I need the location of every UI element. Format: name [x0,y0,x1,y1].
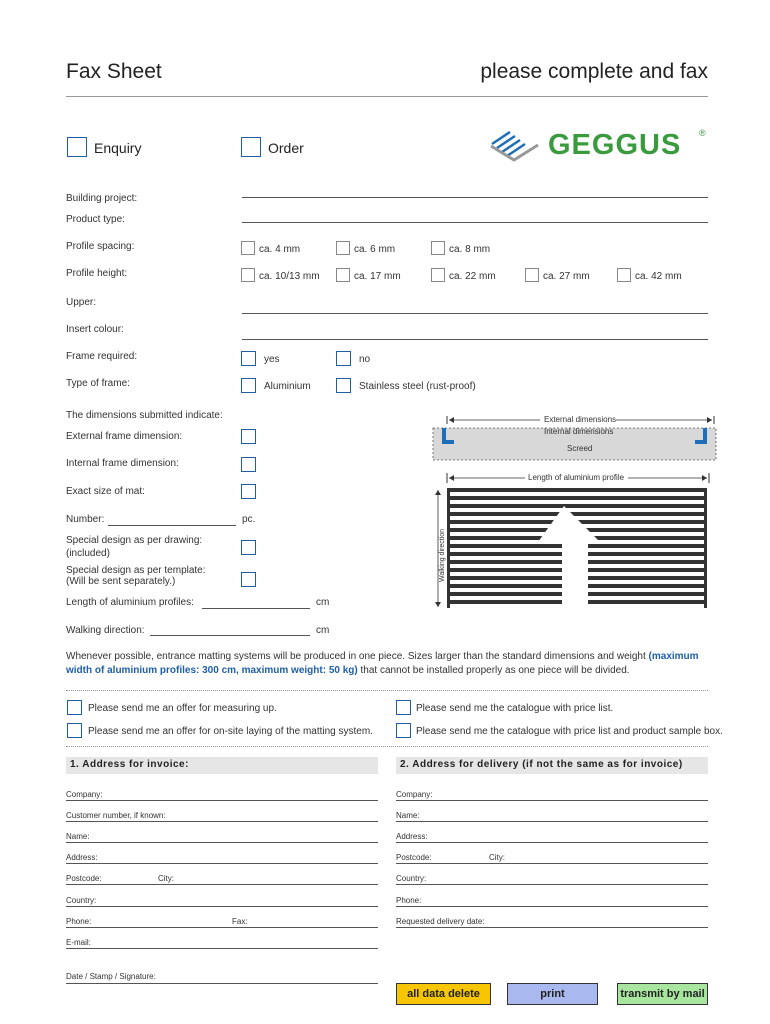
exact-size-checkbox[interactable] [241,484,256,499]
walking-direction-input[interactable] [150,635,310,636]
invoice-name-input[interactable] [66,842,378,843]
frame-stainless-checkbox[interactable] [336,378,351,393]
print-button[interactable]: print [507,983,598,1005]
type-of-frame-label: Type of frame: [66,378,130,389]
length-profile-label: Length of aluminium profile [528,473,625,482]
invoice-name-label: Name: [66,832,90,841]
logo-registered: ® [699,128,706,138]
invoice-phone-label: Phone: [66,917,92,926]
building-project-input[interactable] [242,197,708,198]
offer-onsite-checkbox[interactable] [67,723,82,738]
mat-diagram [430,470,712,612]
exact-size-label: Exact size of mat: [66,486,145,497]
catalogue-price-label: Please send me the catalogue with price list. [416,703,614,714]
walking-direction-vertical-label: Walking direction [439,528,447,583]
profile-height-label: Profile height: [66,268,128,279]
frame-yes-checkbox[interactable] [241,351,256,366]
order-label: Order [268,140,304,156]
notice-highlight: (maximum width of aluminium profiles: 300 cm, maximum weight: 50 kg) [66,651,699,676]
length-profiles-label: Length of aluminium profiles: [66,597,194,608]
geggus-logo [488,128,710,164]
delivery-heading: 2. Address for delivery (if not the same as for invoice) [400,759,683,770]
delivery-city-label: City: [489,853,505,862]
height-27-label: ca. 27 mm [543,271,590,282]
header-rule [66,96,708,97]
profile-stripe [450,500,704,504]
invoice-postcode-label: Postcode: [66,874,102,883]
offer-measuring-label: Please send me an offer for measuring up. [88,703,277,714]
length-profiles-input[interactable] [202,608,310,609]
height-27-checkbox[interactable] [525,268,539,282]
delivery-name-label: Name: [396,811,420,820]
invoice-company-label: Company: [66,790,103,799]
height-10-13-label: ca. 10/13 mm [259,271,320,282]
invoice-city-label: City: [158,874,174,883]
height-42-checkbox[interactable] [617,268,631,282]
catalogue-sample-label: Please send me the catalogue with price list and product sample box. [416,726,723,737]
frame-stainless-label: Stainless steel (rust-proof) [359,381,476,392]
height-17-label: ca. 17 mm [354,271,401,282]
external-frame-dim-label: External frame dimension: [66,431,183,442]
walking-cm-unit: cm [316,625,330,636]
spacing-6mm-checkbox[interactable] [336,241,350,255]
pc-unit: pc. [242,514,256,525]
size-notice [66,650,711,678]
invoice-customer-number-label: Customer number, if known: [66,811,166,820]
spacing-6mm-label: ca. 6 mm [354,244,396,255]
invoice-country-label: Country: [66,896,97,905]
spacing-8mm-label: ca. 8 mm [449,244,491,255]
special-template-label-2: (Will be sent separately.) [66,576,176,587]
notice-text: Whenever possible, entrance matting systems will be produced in one piece. Sizes larger than the standard dimensions and weight [66,651,649,662]
catalogue-sample-checkbox[interactable] [396,723,411,738]
delivery-postcode-city-input[interactable] [396,863,708,864]
internal-dimensions-label: Internal dimensions [544,427,614,436]
frame-yes-label: yes [264,354,280,365]
dotted-divider-2 [66,746,708,747]
frame-aluminium-checkbox[interactable] [241,378,256,393]
height-42-label: ca. 42 mm [635,271,682,282]
logo-text: GEGGUS [548,129,682,161]
number-input[interactable] [108,525,236,526]
delivery-phone-label: Phone: [396,896,422,905]
invoice-address-input[interactable] [66,863,378,864]
product-type-label: Product type: [66,214,125,225]
invoice-email-input[interactable] [66,948,378,949]
invoice-signature-input[interactable] [66,983,378,984]
insert-colour-input[interactable] [242,339,708,340]
logo-mark-icon [488,128,540,162]
upper-label: Upper: [66,297,97,308]
delivery-company-input[interactable] [396,800,708,801]
height-10-13-checkbox[interactable] [241,268,255,282]
delivery-country-input[interactable] [396,884,708,885]
number-label: Number: [66,514,105,525]
length-cm-unit: cm [316,597,330,608]
frame-no-label: no [359,354,371,365]
mat-profile-drawing [430,470,712,612]
dotted-divider [66,690,708,691]
special-template-label-1: Special design as per template: [66,565,206,576]
invoice-fax-label: Fax: [232,917,248,926]
delivery-phone-input[interactable] [396,906,708,907]
invoice-phone-fax-input[interactable] [66,927,378,928]
internal-frame-dim-checkbox[interactable] [241,457,256,472]
frame-required-label: Frame required: [66,351,138,362]
height-22-checkbox[interactable] [431,268,445,282]
insert-colour-label: Insert colour: [66,324,124,335]
upper-input[interactable] [242,313,708,314]
delivery-postcode-label: Postcode: [396,853,432,862]
spacing-4mm-label: ca. 4 mm [259,244,301,255]
spacing-4mm-checkbox[interactable] [241,241,255,255]
delivery-address-input[interactable] [396,842,708,843]
frame-dimension-diagram [432,412,717,464]
invoice-heading: 1. Address for invoice: [70,759,189,770]
invoice-customer-number-input[interactable] [66,821,378,822]
order-checkbox[interactable] [241,137,261,157]
invoice-address-label: Address: [66,853,98,862]
special-template-checkbox[interactable] [241,572,256,587]
internal-frame-dim-label: Internal frame dimension: [66,458,179,469]
delivery-address-label: Address: [396,832,428,841]
height-22-label: ca. 22 mm [449,271,496,282]
page-title: Fax Sheet [66,60,162,83]
delivery-name-input[interactable] [396,821,708,822]
transmit-mail-button[interactable]: transmit by mail [617,983,708,1005]
invoice-signature-label: Date / Stamp / Signature: [66,972,156,981]
invoice-company-input[interactable] [66,800,378,801]
enquiry-checkbox[interactable] [67,137,87,157]
delete-data-button[interactable]: all data delete [396,983,491,1005]
external-dimensions-label: External dimensions [544,415,617,424]
delivery-company-label: Company: [396,790,433,799]
invoice-email-label: E-mail: [66,938,91,947]
profile-stripe [450,492,704,496]
screed-label: Screed [567,444,593,453]
offer-onsite-label: Please send me an offer for on-site laying of the matting system. [88,726,373,737]
profile-spacing-label: Profile spacing: [66,241,135,252]
invoice-country-input[interactable] [66,906,378,907]
catalogue-price-checkbox[interactable] [396,700,411,715]
product-type-input[interactable] [242,222,708,223]
walking-direction-label: Walking direction: [66,625,145,636]
frame-aluminium-label: Aluminium [264,381,311,392]
offer-measuring-checkbox[interactable] [67,700,82,715]
delivery-requested-date-label: Requested delivery date: [396,917,485,926]
dimensions-indicate-label: The dimensions submitted indicate: [66,410,223,421]
profile-stripe [450,508,704,512]
height-17-checkbox[interactable] [336,268,350,282]
special-drawing-label-1: Special design as per drawing: [66,535,203,546]
special-drawing-label-2: (included) [66,548,110,559]
external-frame-dim-checkbox[interactable] [241,429,256,444]
frame-no-checkbox[interactable] [336,351,351,366]
invoice-postcode-city-input[interactable] [66,884,378,885]
enquiry-label: Enquiry [94,140,142,156]
page-subtitle: please complete and fax [480,60,708,83]
notice-tail: that cannot be installed properly as one piece will be divided. [357,665,630,676]
delivery-requested-date-input[interactable] [396,927,708,928]
spacing-8mm-checkbox[interactable] [431,241,445,255]
delivery-country-label: Country: [396,874,427,883]
special-drawing-checkbox[interactable] [241,540,256,555]
building-project-label: Building project: [66,193,138,204]
